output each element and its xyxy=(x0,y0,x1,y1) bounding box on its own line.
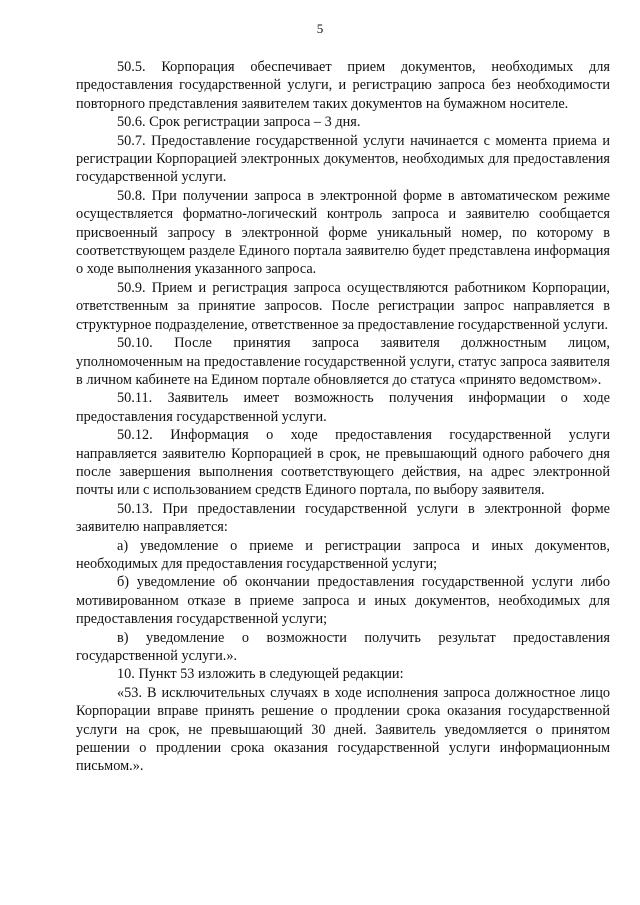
page-number: 5 xyxy=(316,21,324,36)
paragraph-50-6: 50.6. Срок регистрации запроса – 3 дня. xyxy=(117,114,361,131)
paragraph-item-10: 10. Пункт 53 изложить в следующей редакции: xyxy=(117,666,404,683)
paragraph-50-10: 50.10. После принятия запроса заявителя должностным лицом, уполномоченным на предоставление государственной услуги, статус запроса заявителя в личном кабинете на Едином портале обновляется до статуса «принято ведомством». xyxy=(76,335,610,388)
list-item-v: в) уведомление о возможности получить результат предоставления государственной услуги.». xyxy=(76,629,610,664)
paragraph-50-9: 50.9. Прием и регистрация запроса осуществляются работником Корпорации, ответственным за принятие запросов. После регистрации запрос направляется в структурное подразделение, ответственное за предоставление государственной услуги. xyxy=(76,279,610,333)
paragraph-50-12: 50.12. Информация о ходе предоставления государственной услуги направляется заявителю Корпорацией в срок, не превышающий одного рабочего дня после завершения выполнения соответствующего действия, на адрес электронной почты или с использованием средств Единого портала, по выбору заявителя. xyxy=(76,427,610,499)
paragraph-50-13: 50.13. При предоставлении государственной услуги в электронной форме заявителю направляется: xyxy=(76,500,610,536)
paragraph-50-7: 50.7. Предоставление государственной услуги начинается с момента приема и регистрации Корпорацией электронных документов, необходимых для предоставления государственной услуги. xyxy=(76,132,610,186)
list-item-a: а) уведомление о приеме и регистрации запроса и иных документов, необходимых для предоставления государственной услуги; xyxy=(76,537,610,572)
paragraph-50-11: 50.11. Заявитель имеет возможность получения информации о ходе предоставления государственной услуги. xyxy=(76,390,610,425)
list-item-b: б) уведомление об окончании предоставления государственной услуги либо мотивированном отказе в приеме запроса и иных документов, необходимых для предоставления государственной услуги; xyxy=(76,574,610,628)
document-body xyxy=(76,58,610,776)
paragraph-50-8: 50.8. При получении запроса в электронной форме в автоматическом режиме осуществляется форматно-логический контроль запроса и заявителю сообщается присвоенный запросу в электронной форме уникальный номер, по которому в соответствующем разделе Единого портала заявителю будет представлена информация о ходе выполнения указанного запроса. xyxy=(76,187,610,278)
paragraph-53-quote: «53. В исключительных случаях в ходе исполнения запроса должностное лицо Корпорации вправе принять решение о продлении срока оказания государственной услуги на срок, не превышающий 30 дней. Заявитель уведомляется о принятом решении о продлении срока оказания государственной услуги информационным письмом.». xyxy=(76,684,610,775)
paragraph-50-5: 50.5. Корпорация обеспечивает прием документов, необходимых для предоставления государственной услуги, и регистрацию запроса без необходимости повторного представления заявителем таких документов на бумажном носителе. xyxy=(76,59,610,112)
